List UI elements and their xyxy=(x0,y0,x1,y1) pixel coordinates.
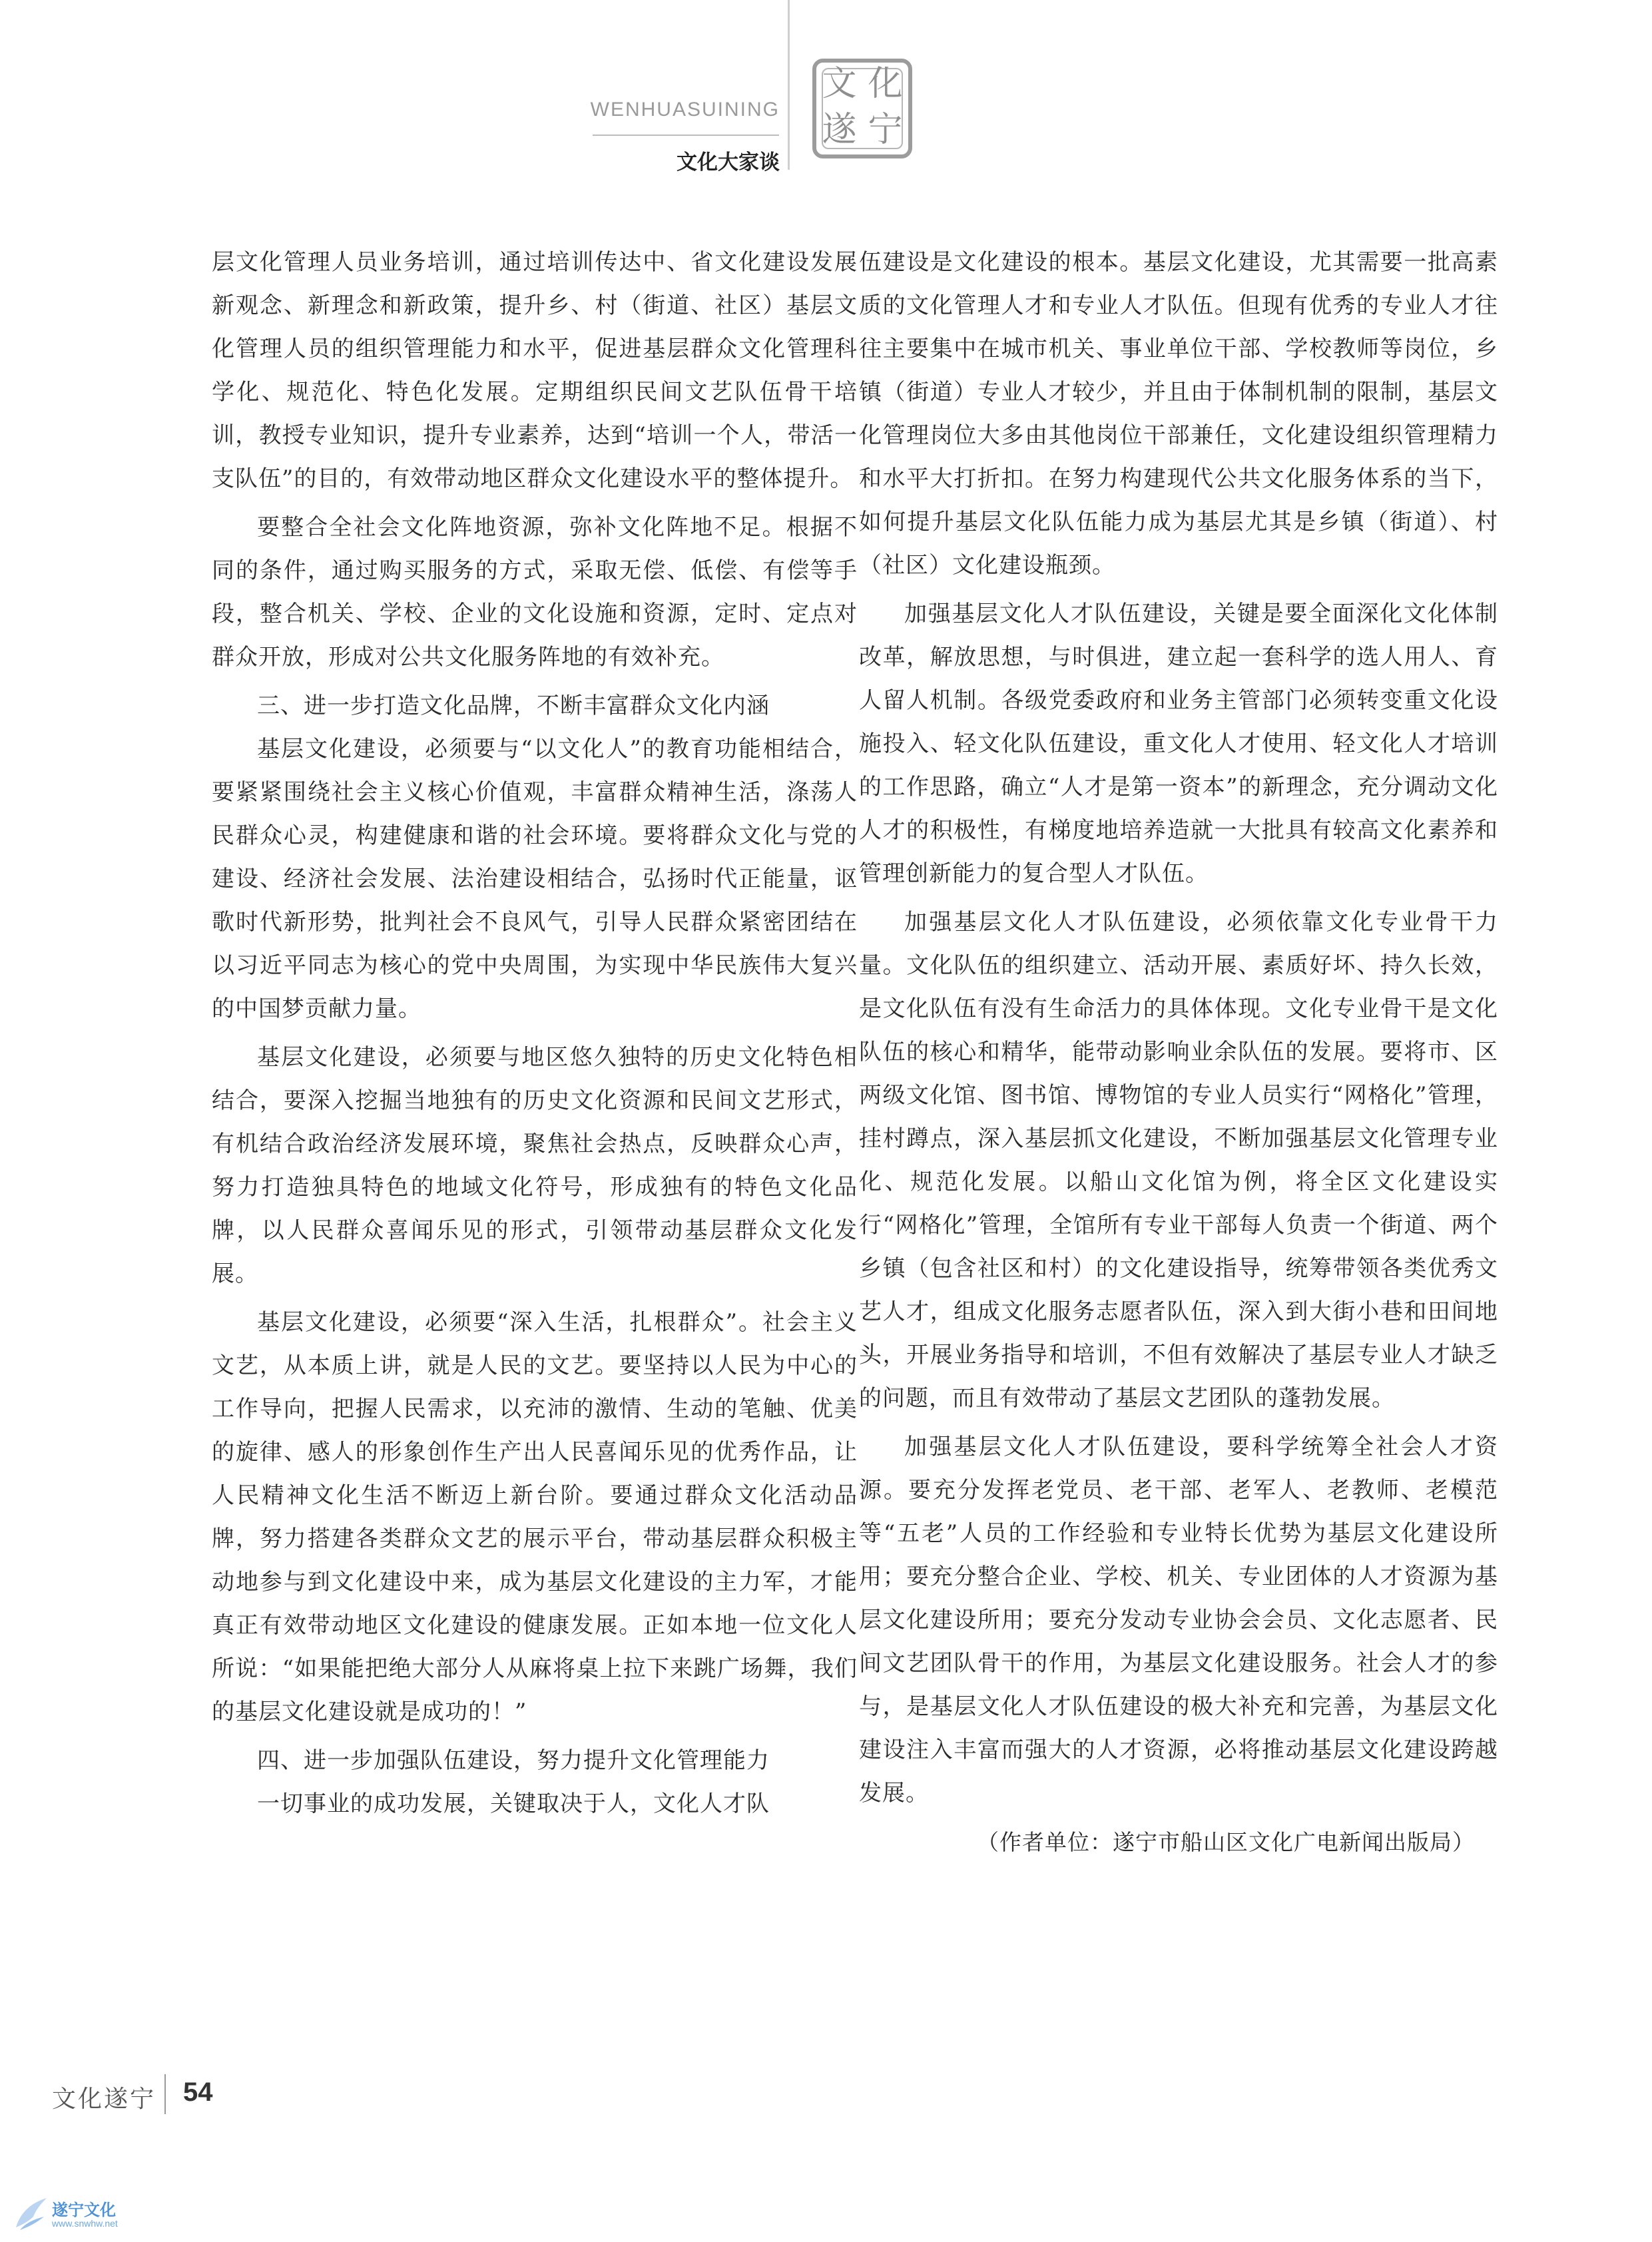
section-heading: 三、进一步打造文化品牌，不断丰富群众文化内涵 xyxy=(257,693,770,719)
paragraph: 加强基层文化人才队伍建设，要科学统筹全社会人才资源。要充分发挥老党员、老干部、老军人、老教师、老模范等“五老”人员的工作经验和专业特长优势为基层文化建设所用；要充分整合企业、学校、机关、专业团体的人才资源为基层文化建设所用；要充分发动专业协会会员、文化志愿者、民间文艺团队骨干的作用，为基层文化建设服务。社会人才的参与，是基层文化人才队伍建设的极大补充和完善，为基层文化建设注入丰富而强大的人才资源，必将推动基层文化建设跨越发展。 xyxy=(859,1434,1498,1807)
watermark-text: 遂宁文化 xyxy=(52,2201,116,2219)
header-divider-vertical xyxy=(788,0,790,170)
magazine-name-en: WENHUASUINING xyxy=(590,99,780,121)
section-heading: 四、进一步加强队伍建设，努力提升文化管理能力 xyxy=(257,1747,770,1774)
magazine-seal-logo xyxy=(812,59,912,158)
paragraph: 加强基层文化人才队伍建设，必须依靠文化专业骨干力量。文化队伍的组织建立、活动开展、素质好坏、持久长效，是文化队伍有没有生命活力的具体体现。文化专业骨干是文化队伍的核心和精华，能带动影响业余队伍的发展。要将市、区两级文化馆、图书馆、博物馆的专业人员实行“网格化”管理，挂村蹲点，深入基层抓文化建设，不断加强基层文化管理专业化、规范化发展。以船山文化馆为例，将全区文化建设实行“网格化”管理，全馆所有专业干部每人负责一个街道、两个乡镇（包含社区和村）的文化建设指导，统筹带领各类优秀文艺人才，组成文化服务志愿者队伍，深入到大街小巷和田间地头，开展业务指导和培训，不但有效解决了基层专业人才缺乏的问题，而且有效带动了基层文艺团队的蓬勃发展。 xyxy=(859,909,1498,1412)
paragraph: 基层文化建设，必须要“深入生活，扎根群众”。社会主义文艺，从本质上讲，就是人民的文艺。要坚持以人民为中心的工作导向，把握人民需求，以充沛的激情、生动的笔触、优美的旋律、感人的形象创作生产出人民喜闻乐见的优秀作品，让人民精神文化生活不断迈上新台阶。要通过群众文化活动品牌，努力搭建各类群众文艺的展示平台，带动基层群众积极主动地参与到文化建设中来，成为基层文化建设的主力军，才能真正有效带动地区文化建设的健康发展。正如本地一位文化人所说：“如果能把绝大部分人从麻将桌上拉下来跳广场舞，我们的基层文化建设就是成功的！” xyxy=(212,1309,858,1725)
page-number: 54 xyxy=(183,2078,213,2107)
article-left-column xyxy=(212,241,858,1831)
seal-char: 文 xyxy=(822,64,857,104)
article-right-column xyxy=(859,241,1498,1869)
footer-magazine-name: 文化遂宁 xyxy=(52,2086,156,2113)
section-title: 文化大家谈 xyxy=(677,150,780,174)
seal-char: 遂 xyxy=(822,110,857,150)
paragraph: 层文化管理人员业务培训，通过培训传达中、省文化建设发展新观念、新理念和新政策，提升乡、村（街道、社区）基层文化管理人员的组织管理能力和水平，促进基层群众文化管理科学化、规范化、特色化发展。定期组织民间文艺队伍骨干培训，教授专业知识，提升专业素养，达到“培训一个人，带活一支队伍”的目的，有效带动地区群众文化建设水平的整体提升。 xyxy=(212,249,858,492)
seal-char: 宁 xyxy=(868,110,903,150)
paragraph: 基层文化建设，必须要与“以文化人”的教育功能相结合，要紧紧围绕社会主义核心价值观，丰富群众精神生活，涤荡人民群众心灵，构建健康和谐的社会环境。要将群众文化与党的建设、经济社会发展、法治建设相结合，弘扬时代正能量，讴歌时代新形势，批判社会不良风气，引导人民群众紧密团结在以习近平同志为核心的党中央周围，为实现中华民族伟大复兴的中国梦贡献力量。 xyxy=(212,736,858,1022)
watermark-wing-icon xyxy=(13,2194,51,2234)
paragraph: 要整合全社会文化阵地资源，弥补文化阵地不足。根据不同的条件，通过购买服务的方式，采取无偿、低偿、有偿等手段，整合机关、学校、企业的文化设施和资源，定时、定点对群众开放，形成对公共文化服务阵地的有效补充。 xyxy=(212,514,858,671)
seal-char: 化 xyxy=(868,64,903,104)
watermark xyxy=(13,2194,213,2241)
author-affiliation: （作者单位：遂宁市船山区文化广电新闻出版局） xyxy=(977,1829,1475,1855)
paragraph: 加强基层文化人才队伍建设，关键是要全面深化文化体制改革，解放思想，与时俱进，建立起一套科学的选人用人、育人留人机制。各级党委政府和业务主管部门必须转变重文化设施投入、轻文化队伍建设，重文化人才使用、轻文化人才培训的工作思路，确立“人才是第一资本”的新理念，充分调动文化人才的积极性，有梯度地培养造就一大批具有较高文化素养和管理创新能力的复合型人才队伍。 xyxy=(859,601,1498,887)
paragraph: 一切事业的成功发展，关键取决于人，文化人才队 xyxy=(257,1791,770,1817)
seal-characters xyxy=(816,63,908,154)
header-divider-horizontal xyxy=(593,135,779,136)
paragraph: 基层文化建设，必须要与地区悠久独特的历史文化特色相结合，要深入挖掘当地独有的历史文化资源和民间文艺形式，有机结合政治经济发展环境，聚焦社会热点，反映群众心声，努力打造独具特色的地域文化符号，形成独有的特色文化品牌，以人民群众喜闻乐见的形式，引领带动基层群众文化发展。 xyxy=(212,1044,858,1287)
watermark-url: www.snwhw.net xyxy=(52,2218,118,2229)
footer-divider xyxy=(164,2074,166,2114)
paragraph: 伍建设是文化建设的根本。基层文化建设，尤其需要一批高素质的文化管理人才和专业人才队伍。但现有优秀的专业人才往往主要集中在城市机关、事业单位干部、学校教师等岗位，乡镇（街道）专业人才较少，并且由于体制机制的限制，基层文化管理岗位大多由其他岗位干部兼任，文化建设组织管理精力和水平大打折扣。在努力构建现代公共文化服务体系的当下，如何提升基层文化队伍能力成为基层尤其是乡镇（街道）、村（社区）文化建设瓶颈。 xyxy=(859,249,1498,579)
